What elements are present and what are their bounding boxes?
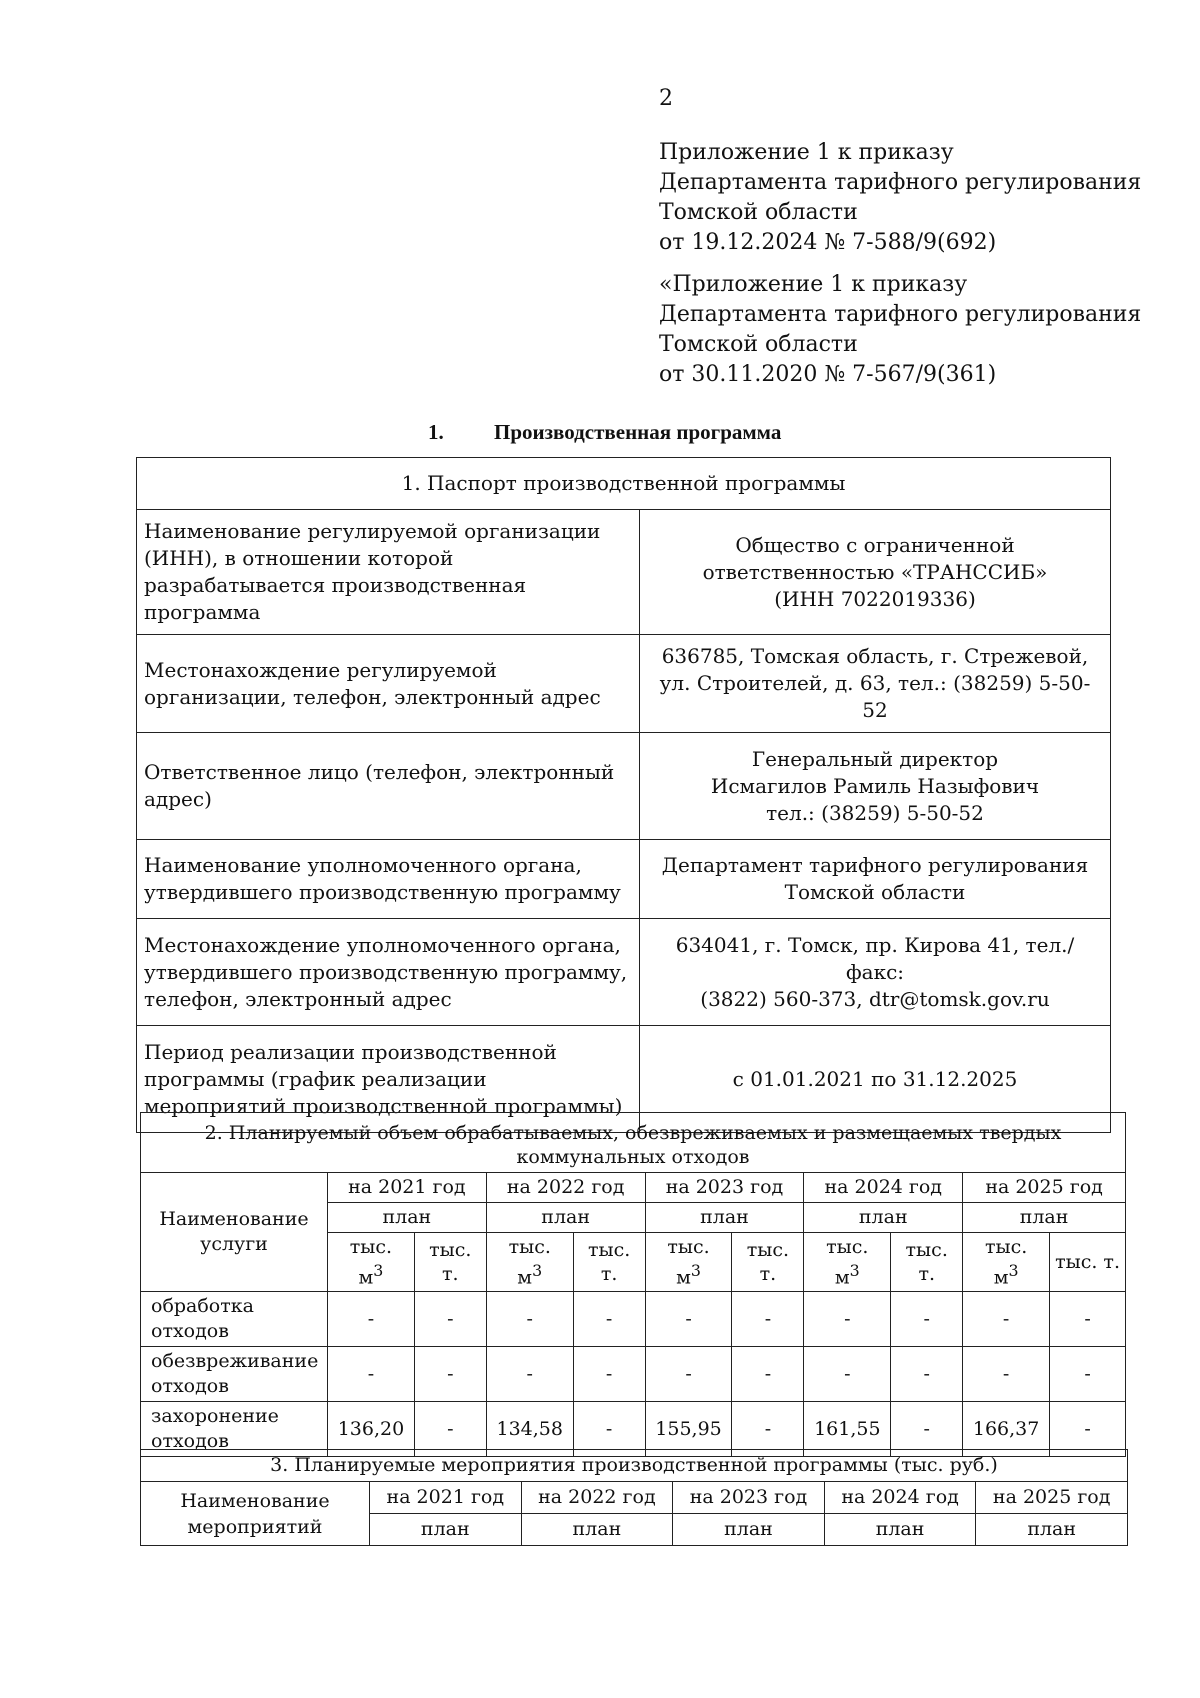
passport-value: Департамент тарифного регулирования Томской области bbox=[640, 840, 1111, 919]
measures-name-header: Наименование мероприятий bbox=[141, 1482, 370, 1546]
unit-m3: тыс. $м^3$ bbox=[327, 1233, 414, 1292]
volume-cell: - bbox=[891, 1347, 963, 1402]
volume-cell: - bbox=[486, 1347, 573, 1402]
unit-t: тыс. т. bbox=[891, 1233, 963, 1292]
volume-cell: - bbox=[891, 1292, 963, 1347]
plan-header: план bbox=[486, 1203, 645, 1233]
plan-header: план bbox=[963, 1203, 1126, 1233]
year-header: на 2021 год bbox=[370, 1482, 522, 1514]
volumes-title: 2. Планируемый объем обрабатываемых, обезвреживаемых и размещаемых твердых коммунальных отходов bbox=[141, 1113, 1126, 1173]
plan-header: план bbox=[804, 1203, 963, 1233]
volume-cell: - bbox=[414, 1292, 486, 1347]
volume-cell: - bbox=[414, 1347, 486, 1402]
passport-value: 634041, г. Томск, пр. Кирова 41, тел./факс: (3822) 560-373, dtr@tomsk.gov.ru bbox=[640, 919, 1111, 1026]
appendix-line: от 30.11.2020 № 7-567/9(361) bbox=[659, 362, 997, 387]
volume-cell: - bbox=[732, 1347, 804, 1402]
passport-label: Период реализации производственной программы (график реализации мероприятий производственной программы) bbox=[137, 1026, 640, 1133]
service-header: Наименование услуги bbox=[141, 1173, 328, 1292]
unit-t: тыс. т. bbox=[414, 1233, 486, 1292]
year-header: на 2023 год bbox=[645, 1173, 804, 1203]
year-header: на 2025 год bbox=[963, 1173, 1126, 1203]
appendix-line: от 19.12.2024 № 7-588/9(692) bbox=[659, 230, 997, 255]
year-header: на 2022 год bbox=[521, 1482, 673, 1514]
plan-header: план bbox=[370, 1514, 522, 1546]
passport-label: Наименование регулируемой организации (ИНН), в отношении которой разрабатывается производственная программа bbox=[137, 510, 640, 635]
plan-header: план bbox=[521, 1514, 673, 1546]
volume-cell: - bbox=[645, 1347, 732, 1402]
unit-m3: тыс. $м^3$ bbox=[963, 1233, 1050, 1292]
unit-t: тыс. т. bbox=[573, 1233, 645, 1292]
passport-label: Ответственное лицо (телефон, электронный адрес) bbox=[137, 733, 640, 840]
passport-label: Местонахождение регулируемой организации, телефон, электронный адрес bbox=[137, 635, 640, 733]
volume-cell: - bbox=[732, 1292, 804, 1347]
service-name: обработка отходов bbox=[141, 1292, 328, 1347]
unit-m3: тыс. $м^3$ bbox=[804, 1233, 891, 1292]
measures-table bbox=[140, 1449, 1128, 1546]
volume-cell: - bbox=[645, 1292, 732, 1347]
passport-label: Местонахождение уполномоченного органа, утвердившего производственную программу, телефон, электронный адрес bbox=[137, 919, 640, 1026]
appendix-line: «Приложение 1 к приказу bbox=[659, 272, 968, 297]
section-number: 1. bbox=[428, 420, 444, 444]
volume-cell: - bbox=[1050, 1292, 1126, 1347]
year-header: на 2023 год bbox=[673, 1482, 825, 1514]
volume-cell: - bbox=[327, 1347, 414, 1402]
volume-cell: - bbox=[963, 1292, 1050, 1347]
appendix-line: Томской области bbox=[659, 332, 858, 357]
appendix-line: Департамента тарифного регулирования bbox=[659, 170, 1142, 195]
volume-cell: - bbox=[1050, 1402, 1126, 1457]
page-number: 2 bbox=[659, 86, 673, 111]
passport-value: Общество с ограниченной ответственностью «ТРАНССИБ» (ИНН 7022019336) bbox=[640, 510, 1111, 635]
volume-cell: 136,20 bbox=[327, 1402, 414, 1457]
volume-cell: 134,58 bbox=[486, 1402, 573, 1457]
year-header: на 2025 год bbox=[976, 1482, 1128, 1514]
table-row bbox=[141, 1347, 1126, 1402]
volume-cell: 166,37 bbox=[963, 1402, 1050, 1457]
year-header: на 2024 год bbox=[824, 1482, 976, 1514]
volume-cell: - bbox=[573, 1347, 645, 1402]
volume-cell: - bbox=[963, 1347, 1050, 1402]
appendix-line: Департамента тарифного регулирования bbox=[659, 302, 1142, 327]
volume-cell: - bbox=[1050, 1347, 1126, 1402]
year-header: на 2022 год bbox=[486, 1173, 645, 1203]
passport-label: Наименование уполномоченного органа, утвердившего производственную программу bbox=[137, 840, 640, 919]
volume-cell: - bbox=[573, 1292, 645, 1347]
unit-m3: тыс. $м^3$ bbox=[486, 1233, 573, 1292]
appendix-header-original bbox=[659, 270, 1141, 390]
volume-cell: - bbox=[804, 1292, 891, 1347]
service-name: обезвреживание отходов bbox=[141, 1347, 328, 1402]
plan-header: план bbox=[645, 1203, 804, 1233]
volume-cell: 155,95 bbox=[645, 1402, 732, 1457]
volume-cell: 161,55 bbox=[804, 1402, 891, 1457]
year-header: на 2024 год bbox=[804, 1173, 963, 1203]
plan-header: план bbox=[327, 1203, 486, 1233]
passport-title: 1. Паспорт производственной программы bbox=[137, 458, 1111, 510]
volume-cell: - bbox=[486, 1292, 573, 1347]
volume-cell: - bbox=[327, 1292, 414, 1347]
passport-value: 636785, Томская область, г. Стрежевой, ул. Строителей, д. 63, тел.: (38259) 5-50-52 bbox=[640, 635, 1111, 733]
unit-m3: тыс. $м^3$ bbox=[645, 1233, 732, 1292]
table-row bbox=[141, 1292, 1126, 1347]
volume-cell: - bbox=[732, 1402, 804, 1457]
service-name: захоронение отходов bbox=[141, 1402, 328, 1457]
measures-title: 3. Планируемые мероприятия производственной программы (тыс. руб.) bbox=[141, 1450, 1128, 1482]
volumes-table bbox=[140, 1112, 1126, 1457]
passport-value: с 01.01.2021 по 31.12.2025 bbox=[640, 1026, 1111, 1133]
appendix-line: Томской области bbox=[659, 200, 858, 225]
section-title-text: Производственная программа bbox=[494, 420, 782, 444]
unit-t: тыс. т. bbox=[732, 1233, 804, 1292]
passport-value: Генеральный директор Исмагилов Рамиль Назыфович тел.: (38259) 5-50-52 bbox=[640, 733, 1111, 840]
section-title bbox=[428, 420, 781, 445]
unit-t: тыс. т. bbox=[1050, 1233, 1126, 1292]
plan-header: план bbox=[673, 1514, 825, 1546]
plan-header: план bbox=[824, 1514, 976, 1546]
plan-header: план bbox=[976, 1514, 1128, 1546]
passport-table bbox=[136, 457, 1111, 1133]
volume-cell: - bbox=[414, 1402, 486, 1457]
appendix-line: Приложение 1 к приказу bbox=[659, 140, 954, 165]
volume-cell: - bbox=[804, 1347, 891, 1402]
volume-cell: - bbox=[891, 1402, 963, 1457]
volume-cell: - bbox=[573, 1402, 645, 1457]
year-header: на 2021 год bbox=[327, 1173, 486, 1203]
appendix-header bbox=[659, 138, 1141, 258]
